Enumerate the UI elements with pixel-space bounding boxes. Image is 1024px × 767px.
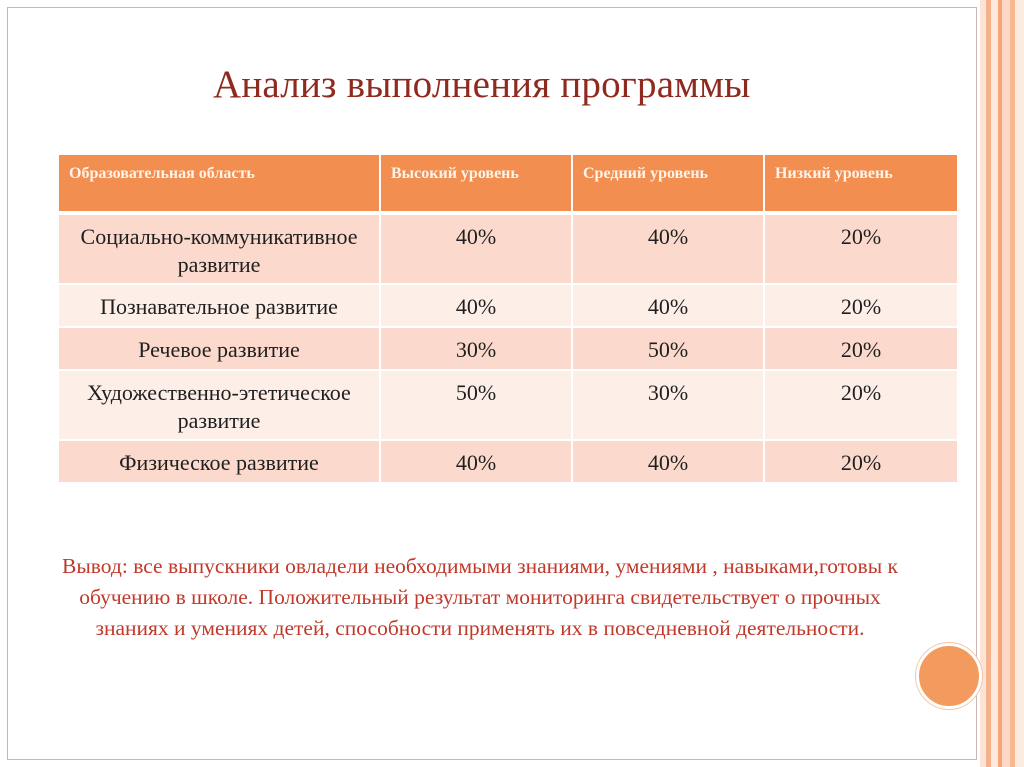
table-row [59, 328, 957, 371]
cell-low: 20% [765, 285, 957, 328]
decorative-stripes [980, 0, 1024, 767]
cell-low: 20% [765, 215, 957, 285]
cell-mid: 40% [573, 441, 765, 484]
cell-mid: 30% [573, 371, 765, 441]
cell-high: 30% [381, 328, 573, 371]
decorative-circle [916, 643, 982, 709]
conclusion-text: Вывод: все выпускники овладели необходимыми знаниями, умениями , навыками,готовы к обучению в школе. Положительный результат мониторинга свидетельствует о прочных знаниях и умениях детей, способности применять их в повседневной деятельности. [62, 554, 898, 640]
table-row [59, 371, 957, 441]
table-header-row [59, 155, 957, 215]
cell-high: 40% [381, 441, 573, 484]
cell-low: 20% [765, 328, 957, 371]
table-row [59, 441, 957, 484]
cell-area: Познавательное развитие [59, 285, 381, 328]
cell-area: Социально-коммуникативное развитие [59, 215, 381, 285]
cell-low: 20% [765, 371, 957, 441]
cell-low: 20% [765, 441, 957, 484]
table-row [59, 215, 957, 285]
cell-high: 50% [381, 371, 573, 441]
results-table [59, 155, 957, 484]
cell-high: 40% [381, 285, 573, 328]
cell-mid: 40% [573, 215, 765, 285]
slide-title: Анализ выполнения программы [213, 63, 751, 106]
header-low: Низкий уровень [765, 155, 957, 215]
cell-mid: 50% [573, 328, 765, 371]
cell-area: Физическое развитие [59, 441, 381, 484]
cell-mid: 40% [573, 285, 765, 328]
header-mid: Средний уровень [573, 155, 765, 215]
table-row [59, 285, 957, 328]
header-high: Высокий уровень [381, 155, 573, 215]
header-area: Образовательная область [59, 155, 381, 215]
cell-area: Художественно-этетическое развитие [59, 371, 381, 441]
cell-high: 40% [381, 215, 573, 285]
cell-area: Речевое развитие [59, 328, 381, 371]
